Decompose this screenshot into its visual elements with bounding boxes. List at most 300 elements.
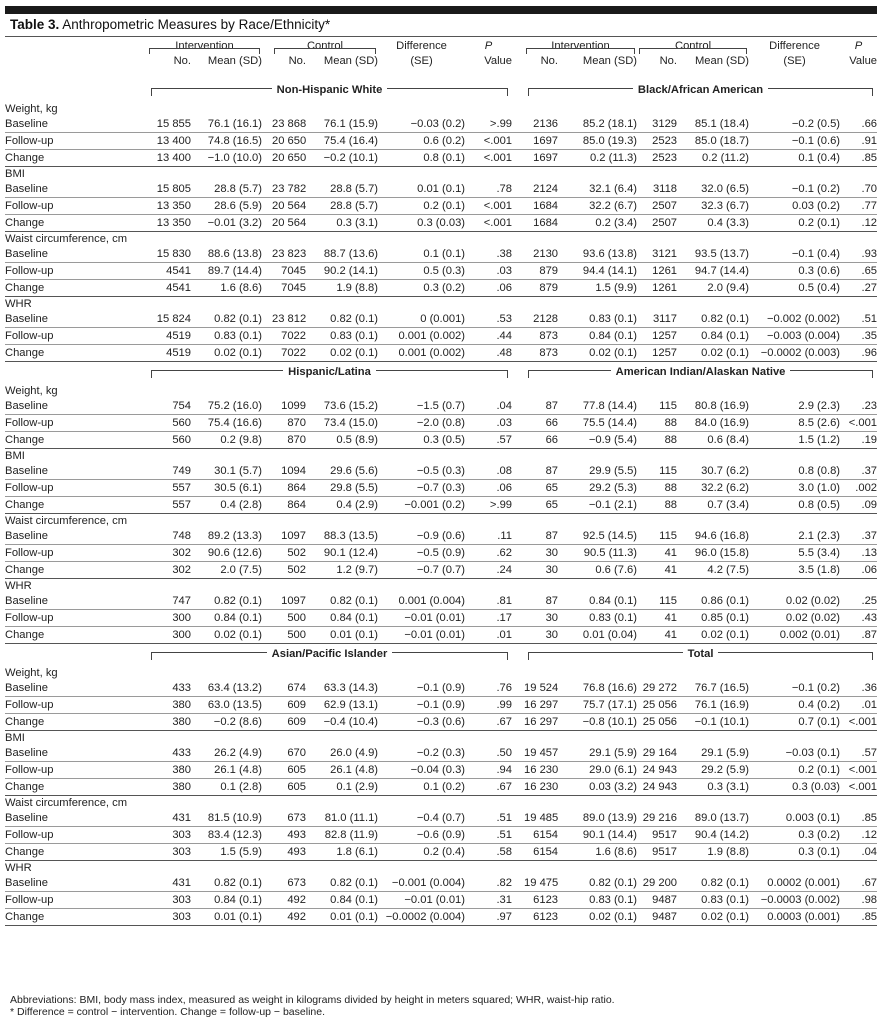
p-value: .65 — [840, 263, 877, 280]
p-value: .09 — [840, 497, 877, 514]
table-row — [5, 497, 877, 514]
row-label: Follow-up — [5, 133, 147, 150]
spacer — [512, 627, 524, 644]
header-mean-sd: Mean (SD) — [694, 55, 750, 67]
p-value: .06 — [465, 280, 512, 297]
table-row — [5, 280, 877, 297]
difference-se: 0.003 (0.1) — [749, 810, 840, 827]
mean-sd-control: 28.8 (5.7) — [306, 198, 378, 215]
mean-sd-intervention: −0.8 (10.1) — [558, 714, 637, 731]
n-intervention: 13 400 — [147, 133, 191, 150]
n-intervention: 303 — [147, 844, 191, 861]
table-row — [5, 844, 877, 861]
spacer — [262, 714, 272, 731]
mean-sd-intervention: 75.5 (14.4) — [558, 415, 637, 432]
n-intervention: 2128 — [524, 311, 558, 328]
n-intervention: 13 350 — [147, 198, 191, 215]
mean-sd-control: 0.2 (11.2) — [677, 150, 749, 167]
row-label: Change — [5, 562, 147, 579]
mean-sd-control: 0.01 (0.1) — [306, 909, 378, 926]
n-intervention: 4519 — [147, 328, 191, 345]
difference-se: 0.2 (0.1) — [749, 762, 840, 779]
spacer — [262, 892, 272, 909]
difference-se: −0.2 (0.5) — [749, 116, 840, 133]
panel-title-row — [5, 644, 877, 667]
n-intervention: 19 485 — [524, 810, 558, 827]
mean-sd-control: 73.4 (15.0) — [306, 415, 378, 432]
mean-sd-control: 76.7 (16.5) — [677, 680, 749, 697]
row-label: Follow-up — [5, 480, 147, 497]
mean-sd-control: −0.1 (10.1) — [677, 714, 749, 731]
panel-left-group — [147, 362, 512, 385]
difference-se: −0.5 (0.9) — [378, 545, 465, 562]
p-value: .57 — [465, 432, 512, 449]
title-rule — [5, 36, 877, 37]
mean-sd-intervention: 76.8 (16.6) — [558, 680, 637, 697]
mean-sd-intervention: 0.02 (0.1) — [191, 345, 262, 362]
row-label: Follow-up — [5, 827, 147, 844]
n-control: 88 — [637, 480, 677, 497]
row-label: Baseline — [5, 875, 147, 892]
n-intervention: 65 — [524, 480, 558, 497]
difference-se: 0.5 (0.3) — [378, 263, 465, 280]
n-intervention: 4541 — [147, 263, 191, 280]
measure-row — [5, 232, 877, 247]
spacer — [512, 762, 524, 779]
measure-label: WHR — [5, 862, 32, 874]
table-row — [5, 215, 877, 232]
n-control: 25 056 — [637, 697, 677, 714]
mean-sd-intervention: 32.1 (6.4) — [558, 181, 637, 198]
p-value: .67 — [465, 779, 512, 796]
p-value: .62 — [465, 545, 512, 562]
n-control: 1261 — [637, 263, 677, 280]
p-value: .31 — [465, 892, 512, 909]
p-value: .70 — [840, 181, 877, 198]
n-intervention: 2124 — [524, 181, 558, 198]
n-intervention: 30 — [524, 627, 558, 644]
mean-sd-control: 0.82 (0.1) — [306, 593, 378, 610]
p-value: .99 — [465, 697, 512, 714]
n-intervention: 13 400 — [147, 150, 191, 167]
n-control: 1097 — [272, 528, 306, 545]
mean-sd-intervention: 0.84 (0.1) — [558, 328, 637, 345]
mean-sd-intervention: 29.0 (6.1) — [558, 762, 637, 779]
mean-sd-control: 82.8 (11.9) — [306, 827, 378, 844]
mean-sd-control: 0.82 (0.1) — [306, 875, 378, 892]
mean-sd-control: 94.7 (14.4) — [677, 263, 749, 280]
n-control: 605 — [272, 779, 306, 796]
mean-sd-control: 76.1 (15.9) — [306, 116, 378, 133]
table-row — [5, 150, 877, 167]
header-se: (SE) — [783, 55, 806, 67]
n-intervention: 748 — [147, 528, 191, 545]
row-label: Follow-up — [5, 610, 147, 627]
measure-row — [5, 666, 877, 680]
n-control: 500 — [272, 610, 306, 627]
difference-se: 0.001 (0.004) — [378, 593, 465, 610]
n-intervention: 15 830 — [147, 246, 191, 263]
difference-se: −0.3 (0.6) — [378, 714, 465, 731]
mean-sd-intervention: 75.4 (16.6) — [191, 415, 262, 432]
difference-se: 8.5 (2.6) — [749, 415, 840, 432]
p-value: .82 — [465, 875, 512, 892]
spacer — [262, 116, 272, 133]
difference-se: −0.01 (0.01) — [378, 892, 465, 909]
mean-sd-control: 0.02 (0.1) — [677, 627, 749, 644]
row-label: Follow-up — [5, 892, 147, 909]
mean-sd-intervention: 0.82 (0.1) — [558, 875, 637, 892]
mean-sd-control: 84.0 (16.9) — [677, 415, 749, 432]
mean-sd-intervention: 85.0 (19.3) — [558, 133, 637, 150]
table-title-text: Anthropometric Measures by Race/Ethnicity* — [62, 17, 331, 32]
mean-sd-control: 76.1 (16.9) — [677, 697, 749, 714]
table-row — [5, 545, 877, 562]
header-intervention-right: Intervention — [524, 38, 637, 54]
n-control: 3121 — [637, 246, 677, 263]
spacer — [262, 311, 272, 328]
spacer — [512, 545, 524, 562]
spacer — [512, 714, 524, 731]
p-value: .23 — [840, 398, 877, 415]
spacer — [512, 644, 524, 667]
mean-sd-intervention: −0.01 (3.2) — [191, 215, 262, 232]
mean-sd-control: −0.4 (10.4) — [306, 714, 378, 731]
n-intervention: 65 — [524, 497, 558, 514]
footnote-abbreviations: Abbreviations: BMI, body mass index, measured as weight in kilograms divided by height in meters squared; WHR, waist-hip ratio. — [10, 994, 615, 1006]
header-control-left: Control — [272, 38, 378, 54]
table-row — [5, 263, 877, 280]
measure-row — [5, 731, 877, 746]
measure-row — [5, 579, 877, 594]
spacer — [512, 116, 524, 133]
mean-sd-intervention: 89.0 (13.9) — [558, 810, 637, 827]
mean-sd-intervention: 0.02 (0.1) — [558, 345, 637, 362]
panel-left-title: Asian/Pacific Islander — [267, 647, 393, 661]
p-value: .25 — [840, 593, 877, 610]
spacer — [262, 415, 272, 432]
row-label: Baseline — [5, 398, 147, 415]
n-control: 1257 — [637, 328, 677, 345]
mean-sd-control: 0.82 (0.1) — [677, 311, 749, 328]
p-value: .36 — [840, 680, 877, 697]
measure-row — [5, 167, 877, 182]
mean-sd-control: 90.1 (12.4) — [306, 545, 378, 562]
header-no: No. — [173, 55, 191, 67]
p-value: <.001 — [465, 198, 512, 215]
mean-sd-intervention: 1.5 (9.9) — [558, 280, 637, 297]
row-label: Change — [5, 844, 147, 861]
p-value: .03 — [465, 263, 512, 280]
n-control: 493 — [272, 827, 306, 844]
n-control: 41 — [637, 562, 677, 579]
row-label: Baseline — [5, 593, 147, 610]
spacer — [512, 497, 524, 514]
difference-se: 0.001 (0.002) — [378, 345, 465, 362]
p-value: .91 — [840, 133, 877, 150]
mean-sd-intervention: 0.84 (0.1) — [191, 610, 262, 627]
n-control: 115 — [637, 528, 677, 545]
table-row — [5, 610, 877, 627]
n-intervention: 433 — [147, 680, 191, 697]
mean-sd-intervention: 85.2 (18.1) — [558, 116, 637, 133]
mean-sd-control: 30.7 (6.2) — [677, 463, 749, 480]
difference-se: 0.01 (0.1) — [378, 181, 465, 198]
row-label: Follow-up — [5, 762, 147, 779]
measure-label: Waist circumference, cm — [5, 797, 128, 809]
spacer — [262, 610, 272, 627]
mean-sd-control: 0.84 (0.1) — [677, 328, 749, 345]
n-intervention: 87 — [524, 593, 558, 610]
table-row — [5, 745, 877, 762]
panel-left-group — [147, 644, 512, 667]
difference-se: −0.4 (0.7) — [378, 810, 465, 827]
spacer — [262, 345, 272, 362]
p-value: .01 — [465, 627, 512, 644]
n-control: 23 868 — [272, 116, 306, 133]
row-label: Follow-up — [5, 697, 147, 714]
table-row — [5, 875, 877, 892]
n-control: 870 — [272, 415, 306, 432]
mean-sd-intervention: 28.6 (5.9) — [191, 198, 262, 215]
mean-sd-intervention: 0.2 (11.3) — [558, 150, 637, 167]
n-control: 24 943 — [637, 762, 677, 779]
n-control: 23 782 — [272, 181, 306, 198]
mean-sd-control: 73.6 (15.2) — [306, 398, 378, 415]
measure-row — [5, 514, 877, 529]
difference-se: 0.3 (0.2) — [749, 827, 840, 844]
spacer — [262, 263, 272, 280]
measure-row — [5, 102, 877, 116]
table-row — [5, 398, 877, 415]
p-value: .87 — [840, 627, 877, 644]
mean-sd-control: 0.02 (0.1) — [306, 345, 378, 362]
mean-sd-control: 29.6 (5.6) — [306, 463, 378, 480]
table-row — [5, 562, 877, 579]
n-intervention: 15 855 — [147, 116, 191, 133]
n-control: 7022 — [272, 345, 306, 362]
n-intervention: 1697 — [524, 150, 558, 167]
n-intervention: 879 — [524, 280, 558, 297]
mean-sd-control: 1.2 (9.7) — [306, 562, 378, 579]
difference-se: 1.5 (1.2) — [749, 432, 840, 449]
n-control: 29 200 — [637, 875, 677, 892]
measure-label: Waist circumference, cm — [5, 515, 128, 527]
n-control: 502 — [272, 562, 306, 579]
p-value: .04 — [840, 844, 877, 861]
n-control: 9487 — [637, 892, 677, 909]
mean-sd-intervention: −0.9 (5.4) — [558, 432, 637, 449]
n-intervention: 2130 — [524, 246, 558, 263]
n-control: 864 — [272, 480, 306, 497]
mean-sd-intervention: 81.5 (10.9) — [191, 810, 262, 827]
panel-right-title: American Indian/Alaskan Native — [611, 365, 791, 379]
mean-sd-control: 62.9 (13.1) — [306, 697, 378, 714]
n-control: 9487 — [637, 909, 677, 926]
difference-se: −0.7 (0.3) — [378, 480, 465, 497]
p-value: >.99 — [465, 116, 512, 133]
n-intervention: 13 350 — [147, 215, 191, 232]
table-row — [5, 432, 877, 449]
difference-se: 0.2 (0.1) — [378, 198, 465, 215]
n-intervention: 754 — [147, 398, 191, 415]
header-value: Value — [484, 55, 513, 67]
n-control: 41 — [637, 610, 677, 627]
mean-sd-intervention: 0.82 (0.1) — [191, 311, 262, 328]
spacer — [512, 610, 524, 627]
spacer — [512, 844, 524, 861]
row-label: Baseline — [5, 463, 147, 480]
spacer — [262, 875, 272, 892]
n-control: 115 — [637, 398, 677, 415]
n-control: 7022 — [272, 328, 306, 345]
spacer — [512, 779, 524, 796]
difference-se: −0.03 (0.1) — [749, 745, 840, 762]
p-value: .44 — [465, 328, 512, 345]
table-row — [5, 480, 877, 497]
spacer — [512, 745, 524, 762]
p-value: .11 — [465, 528, 512, 545]
p-value: .98 — [840, 892, 877, 909]
mean-sd-intervention: 0.6 (7.6) — [558, 562, 637, 579]
spacer — [262, 827, 272, 844]
difference-se: −0.1 (0.9) — [378, 697, 465, 714]
n-intervention: 16 297 — [524, 697, 558, 714]
panel-left-group — [147, 80, 512, 102]
mean-sd-control: 32.0 (6.5) — [677, 181, 749, 198]
p-value: .85 — [840, 810, 877, 827]
spacer — [262, 198, 272, 215]
mean-sd-control: 75.4 (16.4) — [306, 133, 378, 150]
mean-sd-intervention: 0.1 (2.8) — [191, 779, 262, 796]
n-intervention: 303 — [147, 892, 191, 909]
panel-left-title: Non-Hispanic White — [272, 83, 388, 97]
difference-se: 0.0003 (0.001) — [749, 909, 840, 926]
table-row — [5, 246, 877, 263]
table-row — [5, 181, 877, 198]
mean-sd-intervention: 0.83 (0.1) — [191, 328, 262, 345]
p-value: .27 — [840, 280, 877, 297]
difference-se: 3.0 (1.0) — [749, 480, 840, 497]
difference-se: −0.1 (0.6) — [749, 133, 840, 150]
mean-sd-control: 93.5 (13.7) — [677, 246, 749, 263]
n-intervention: 6154 — [524, 827, 558, 844]
measure-label: Weight, kg — [5, 667, 58, 679]
n-intervention: 380 — [147, 714, 191, 731]
spacer — [512, 150, 524, 167]
measure-label: Weight, kg — [5, 103, 58, 115]
p-value: .01 — [840, 697, 877, 714]
row-label: Change — [5, 215, 147, 232]
mean-sd-control: 1.9 (8.8) — [306, 280, 378, 297]
spacer — [512, 280, 524, 297]
n-intervention: 87 — [524, 398, 558, 415]
n-intervention: 6123 — [524, 909, 558, 926]
mean-sd-control: 90.4 (14.2) — [677, 827, 749, 844]
n-intervention: 380 — [147, 762, 191, 779]
mean-sd-intervention: 75.2 (16.0) — [191, 398, 262, 415]
difference-se: 0.002 (0.01) — [749, 627, 840, 644]
p-value: .77 — [840, 198, 877, 215]
mean-sd-control: 29.1 (5.9) — [677, 745, 749, 762]
difference-se: 5.5 (3.4) — [749, 545, 840, 562]
mean-sd-intervention: 2.0 (7.5) — [191, 562, 262, 579]
mean-sd-intervention: 88.6 (13.8) — [191, 246, 262, 263]
difference-se: 2.1 (2.3) — [749, 528, 840, 545]
n-intervention: 431 — [147, 875, 191, 892]
table-row — [5, 415, 877, 432]
n-intervention: 873 — [524, 345, 558, 362]
spacer — [262, 398, 272, 415]
difference-se: 0 (0.001) — [378, 311, 465, 328]
spacer — [5, 80, 147, 102]
header-no: No. — [288, 55, 306, 67]
difference-se: −0.9 (0.6) — [378, 528, 465, 545]
p-value: .57 — [840, 745, 877, 762]
mean-sd-intervention: 30.5 (6.1) — [191, 480, 262, 497]
p-value: >.99 — [465, 497, 512, 514]
header-mean-sd: Mean (SD) — [207, 55, 262, 67]
n-intervention: 87 — [524, 463, 558, 480]
n-intervention: 66 — [524, 432, 558, 449]
p-value: .37 — [840, 463, 877, 480]
n-intervention: 431 — [147, 810, 191, 827]
p-value: .67 — [465, 714, 512, 731]
spacer — [262, 497, 272, 514]
p-value: <.001 — [840, 714, 877, 731]
mean-sd-intervention: 29.1 (5.9) — [558, 745, 637, 762]
n-intervention: 2136 — [524, 116, 558, 133]
spacer — [512, 480, 524, 497]
mean-sd-control: 0.7 (3.4) — [677, 497, 749, 514]
difference-se: 0.3 (0.6) — [749, 263, 840, 280]
n-intervention: 16 230 — [524, 762, 558, 779]
row-label: Change — [5, 280, 147, 297]
mean-sd-control: 0.02 (0.1) — [677, 909, 749, 926]
footnote-difference: * Difference = control − intervention. Change = follow-up − baseline. — [10, 1006, 325, 1018]
n-control: 492 — [272, 909, 306, 926]
difference-se: 0.8 (0.1) — [378, 150, 465, 167]
n-control: 9517 — [637, 844, 677, 861]
spacer — [512, 680, 524, 697]
header-p-right: P — [854, 40, 863, 52]
mean-sd-control: 85.1 (18.4) — [677, 116, 749, 133]
n-control: 609 — [272, 714, 306, 731]
row-label: Baseline — [5, 246, 147, 263]
difference-se: −0.0002 (0.003) — [749, 345, 840, 362]
mean-sd-control: 29.8 (5.5) — [306, 480, 378, 497]
difference-se: −0.0002 (0.004) — [378, 909, 465, 926]
n-control: 605 — [272, 762, 306, 779]
difference-se: 0.1 (0.1) — [378, 246, 465, 263]
spacer — [512, 562, 524, 579]
n-intervention: 6123 — [524, 892, 558, 909]
mean-sd-intervention: 0.83 (0.1) — [558, 311, 637, 328]
difference-se: 0.3 (0.2) — [378, 280, 465, 297]
n-control: 2507 — [637, 198, 677, 215]
mean-sd-intervention: 77.8 (14.4) — [558, 398, 637, 415]
n-control: 609 — [272, 697, 306, 714]
difference-se: 0.6 (0.2) — [378, 133, 465, 150]
mean-sd-intervention: 0.01 (0.04) — [558, 627, 637, 644]
difference-se: 0.3 (0.5) — [378, 432, 465, 449]
n-control: 1257 — [637, 345, 677, 362]
table-row — [5, 345, 877, 362]
mean-sd-control: 0.84 (0.1) — [306, 610, 378, 627]
p-value: .03 — [465, 415, 512, 432]
mean-sd-intervention: −0.2 (8.6) — [191, 714, 262, 731]
n-intervention: 300 — [147, 610, 191, 627]
